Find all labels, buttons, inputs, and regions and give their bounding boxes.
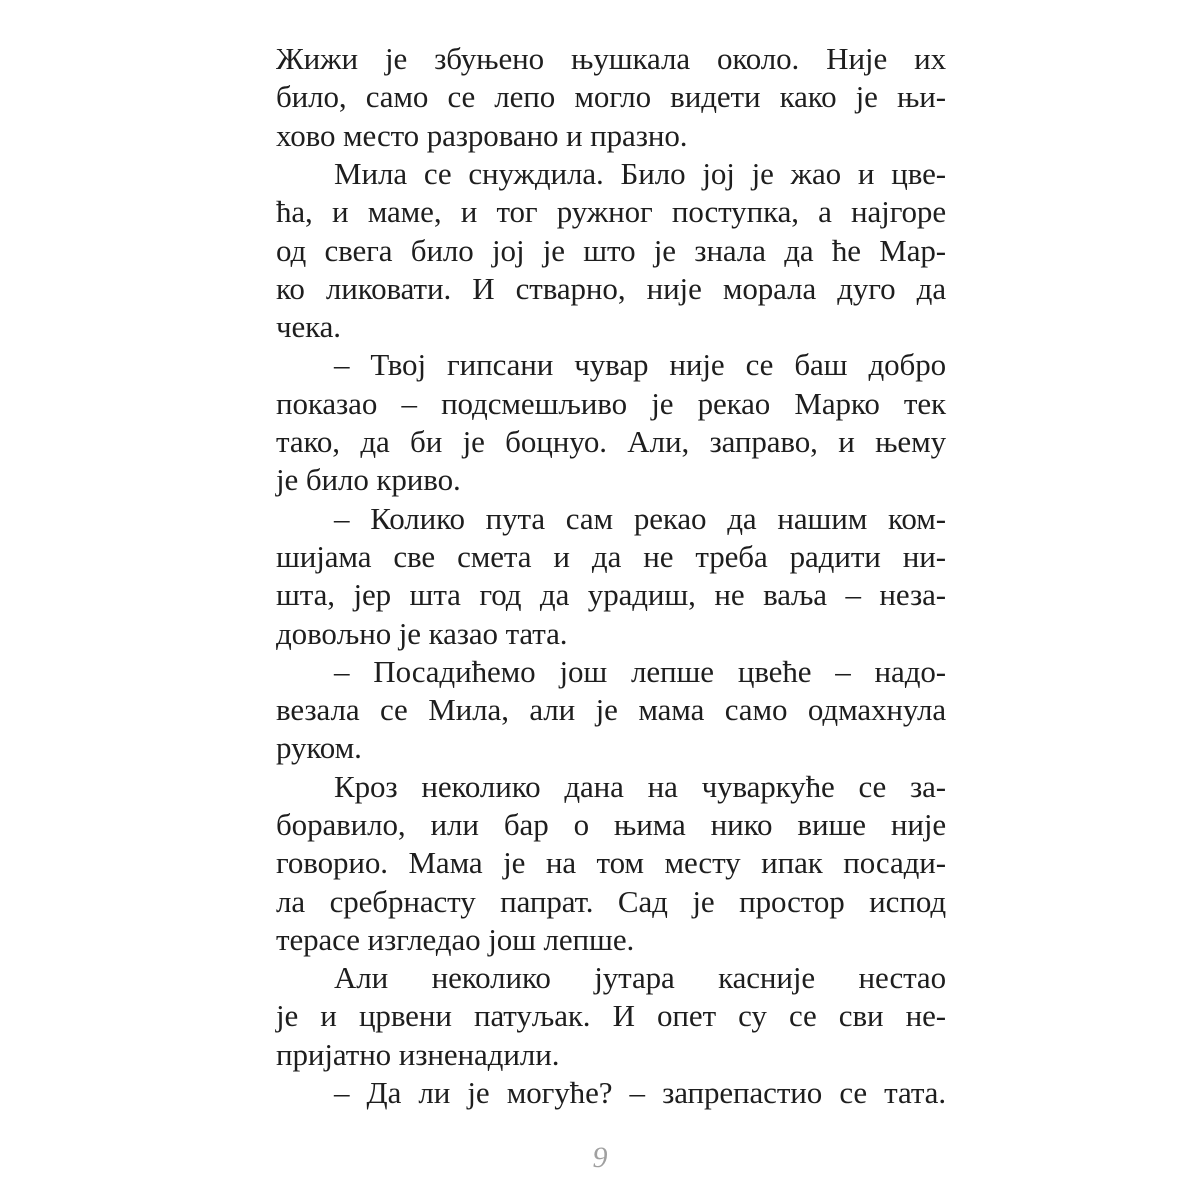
text-line: показао – подсмешљиво је рекао Марко тек xyxy=(276,386,946,421)
text-line: пријатно изненадили. xyxy=(276,1037,560,1072)
text-line: – Посадићемо још лепше цвеће – надо- xyxy=(334,654,946,689)
text-line: чека. xyxy=(276,309,341,344)
text-line: довољно је казао тата. xyxy=(276,616,568,651)
text-line: је и црвени патуљак. И опет су се сви не- xyxy=(276,998,946,1033)
text-line: ко ликовати. И стварно, није морала дуго да xyxy=(276,271,946,306)
text-line: било, само се лепо могло видети како је њи- xyxy=(276,79,946,114)
text-line: шијама све смета и да не треба радити ни- xyxy=(276,539,946,574)
text-line: терасе изгледао још лепше. xyxy=(276,922,635,957)
text-line: ћа, и маме, и тог ружног поступка, а најгоре xyxy=(276,194,946,229)
text-line: Али неколико јутара касније нестао xyxy=(334,960,946,995)
page-number: 9 xyxy=(592,1141,608,1174)
text-line: говорио. Мама је на том месту ипак посади- xyxy=(276,845,946,880)
text-line: везала се Мила, али је мама само одмахнула xyxy=(276,692,946,727)
text-line: од свега било јој је што је знала да ће Мар- xyxy=(276,233,946,268)
text-line: – Да ли је могуће? – запрепастио се тата. xyxy=(334,1075,946,1110)
text-line: Мила се снуждила. Било јој је жао и цве- xyxy=(334,156,946,191)
text-line: ла сребрнасту папрат. Сад је простор испод xyxy=(276,884,946,919)
text-line: хово место разровано и празно. xyxy=(276,118,688,153)
text-line: шта, јер шта год да урадиш, не ваља – неза- xyxy=(276,577,946,612)
text-line: је било криво. xyxy=(276,462,461,497)
text-line: Кроз неколико дана на чуваркуће се за- xyxy=(334,769,946,804)
text-line: Жижи је збуњено њушкала около. Није их xyxy=(276,41,946,76)
text-line: – Колико пута сам рекао да нашим ком- xyxy=(334,501,946,536)
text-line: – Твој гипсани чувар није се баш добро xyxy=(334,347,946,382)
text-line: боравило, или бар о њима нико више није xyxy=(276,807,946,842)
text-line: руком. xyxy=(276,730,362,765)
text-line: тако, да би је боцнуо. Али, заправо, и њему xyxy=(276,424,946,459)
